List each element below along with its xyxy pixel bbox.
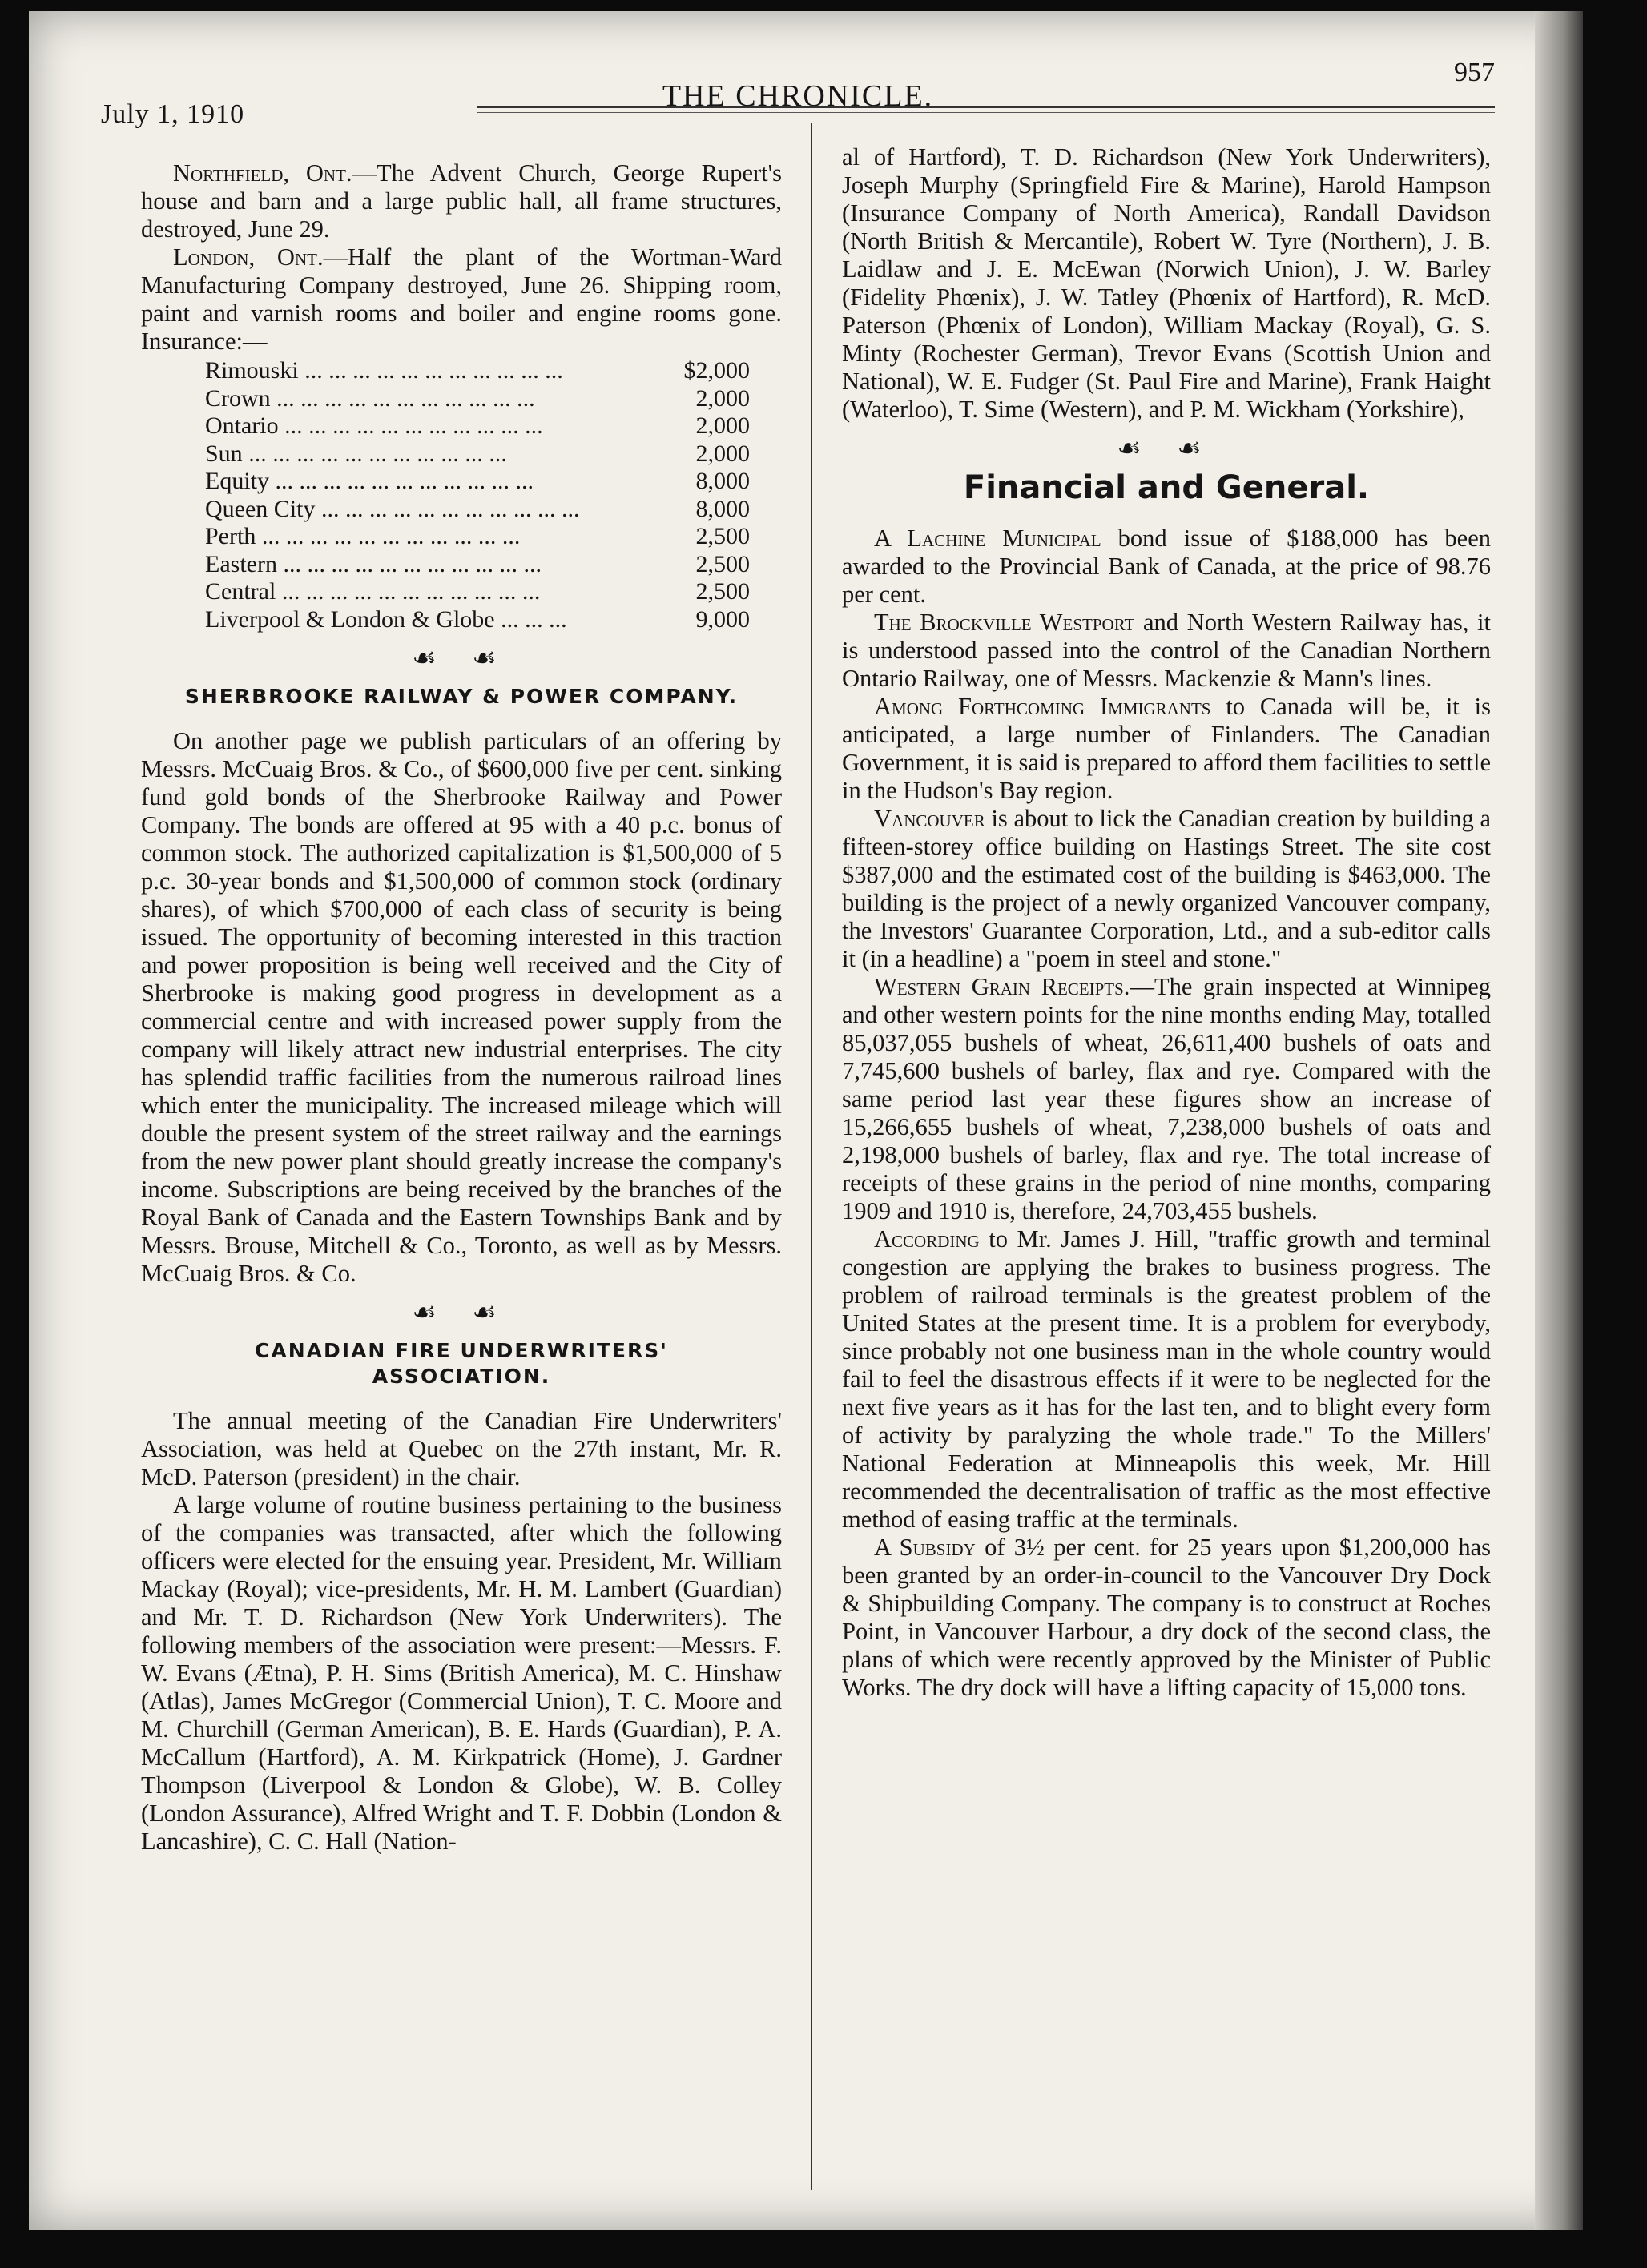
news-item-text: —The grain inspected at Winnipeg and other western points for the nine months ending May, totalled 85,037,055 bushels of wheat, 26,611,400 bushels of oats and 7,745,600 bushels of barley, flax and rye. Compared with the same period last year these figures show an increase of 15,266,655 bushels of wheat, 7,238,000 bushels of oats and 2,198,000 bushels of barley, flax and rye. The total increase of receipts of these grains in the period of nine months, comparing 1909 and 1910 is, therefore, 24,703,455 bushels. bbox=[842, 973, 1491, 1224]
insurance-amount: 2,500 bbox=[695, 578, 750, 605]
insurance-amount: 2,000 bbox=[695, 384, 750, 412]
section-ornament: ☙ ☙ bbox=[412, 1298, 511, 1328]
insurance-amount: 2,000 bbox=[695, 440, 750, 467]
insurance-company: Equity bbox=[205, 468, 269, 494]
news-item bbox=[842, 1225, 1491, 1534]
northfield-text: —The Advent Church, George Rupert's house and barn and a large public hall, all frame structures, destroyed, June 29. bbox=[141, 159, 782, 243]
insurance-company: Ontario bbox=[205, 412, 279, 439]
insurance-row: Equity ... ... ... ... ... ... ... ... ... ... ... 8,000 bbox=[205, 468, 750, 494]
cfua-heading-line-1: CANADIAN FIRE UNDERWRITERS' bbox=[255, 1339, 668, 1362]
page-header bbox=[101, 58, 1495, 129]
issue-date: July 1, 1910 bbox=[101, 99, 245, 129]
northfield-lead: Northfield, Ont. bbox=[173, 159, 352, 187]
news-item-text: bond issue of $188,000 has been awarded to the Provincial Bank of Canada, at the price of 98.76 per cent. bbox=[842, 525, 1491, 608]
financial-general-heading: Financial and General. bbox=[963, 469, 1370, 506]
insurance-table bbox=[205, 357, 750, 633]
column-divider bbox=[811, 123, 812, 2190]
insurance-amount: 2,500 bbox=[695, 550, 750, 577]
publication-title: THE CHRONICLE. bbox=[662, 79, 934, 113]
london-lead: London, Ont. bbox=[173, 243, 324, 271]
header-rule bbox=[477, 106, 1495, 108]
insurance-amount: $2,000 bbox=[683, 357, 750, 384]
insurance-row: Perth ... ... ... ... ... ... ... ... ... ... ... 2,500 bbox=[205, 523, 750, 549]
london-paragraph bbox=[141, 243, 782, 356]
news-item bbox=[842, 693, 1491, 805]
news-item-lead: A Subsidy bbox=[874, 1534, 976, 1561]
page-number: 957 bbox=[1454, 58, 1495, 87]
news-item-lead: Vancouver bbox=[874, 805, 985, 832]
insurance-company: Rimouski bbox=[205, 357, 299, 384]
insurance-company: Perth bbox=[205, 523, 256, 549]
news-item bbox=[842, 805, 1491, 973]
cfua-heading bbox=[141, 1338, 782, 1389]
insurance-row: Eastern ... ... ... ... ... ... ... ... ... ... ... 2,500 bbox=[205, 550, 750, 577]
news-item-text: to Mr. James J. Hill, "traffic growth and terminal congestion are applying the brakes to business progress. The problem of railroad terminals is the greatest problem of the United States at the present time. It is a problem for everybody, since probably not one business man in the whole country would fail to feel the disastrous effects if it were to be neglected for the next five years as it has for the last ten, and to blight every form of activity by paralyzing the whole trade." To the Millers' National Federation at Minneapolis this week, Mr. Hill recommended the decentralisation of traffic as the most effective method of easing traffic at the terminals. bbox=[842, 1225, 1491, 1533]
insurance-row: Ontario ... ... ... ... ... ... ... ... ... ... ... 2,000 bbox=[205, 412, 750, 439]
news-item-text: and North Western Railway has, it is understood passed into the control of the Canadian Northern Ontario Railway, one of Messrs. Mackenzie & Mann's lines. bbox=[842, 609, 1492, 692]
insurance-row: Queen City ... ... ... ... ... ... ... ... ... ... ... 8,000 bbox=[205, 495, 750, 522]
news-item bbox=[842, 1534, 1491, 1702]
section-ornament: ☙ ☙ bbox=[1117, 434, 1216, 464]
sherbrooke-heading: SHERBROOKE RAILWAY & POWER COMPANY. bbox=[184, 685, 739, 708]
left-column bbox=[141, 159, 782, 1856]
news-item-text: is about to lick the Canadian creation by building a fifteen-storey office building on Hastings Street. The site cost $387,000 and the estimated cost of the building is $463,000. The building is the project of a newly organized Vancouver company, the Investors' Guarantee Corporation, Ltd., and a sub-editor calls it (in a headline) a "poem in steel and stone." bbox=[842, 805, 1491, 972]
cfua-paragraph-1: The annual meeting of the Canadian Fire Underwriters' Association, was held at Quebec on the 27th instant, Mr. R. McD. Paterson (president) in the chair. bbox=[141, 1407, 782, 1490]
northfield-paragraph bbox=[141, 159, 782, 243]
insurance-company: Liverpool & London & Globe bbox=[205, 605, 495, 633]
insurance-amount: 2,000 bbox=[695, 412, 750, 439]
section-ornament: ☙ ☙ bbox=[412, 644, 511, 674]
insurance-row: Liverpool & London & Globe ... ... ... 9,000 bbox=[205, 605, 750, 633]
insurance-company: Central bbox=[205, 578, 276, 605]
newspaper-page bbox=[29, 11, 1583, 2230]
news-item-lead: Among Forthcoming Immigrants bbox=[874, 693, 1211, 720]
right-column bbox=[842, 143, 1491, 1702]
insurance-amount: 8,000 bbox=[695, 468, 750, 494]
news-item-text: to Canada will be, it is anticipated, a large number of Finlanders. The Canadian Government, it is said is prepared to afford them facilities to settle in the Hudson's Bay region. bbox=[842, 693, 1491, 804]
news-item-lead: Western Grain Receipts. bbox=[874, 973, 1130, 1000]
insurance-amount: 8,000 bbox=[695, 495, 750, 522]
news-item bbox=[842, 973, 1491, 1225]
news-item-text: of 3½ per cent. for 25 years upon $1,200,000 has been granted by an order-in-council to the Vancouver Dry Dock & Shipbuilding Company. The company is to construct at Roches Point, in Vancouver Harbour, a dry dock of the second class, the plans of which were recently approved by the Minister of Public Works. The dry dock will have a lifting capacity of 15,000 tons. bbox=[842, 1534, 1491, 1701]
insurance-row: Central ... ... ... ... ... ... ... ... ... ... ... 2,500 bbox=[205, 578, 750, 605]
news-item-lead: According bbox=[874, 1225, 980, 1253]
news-item-lead: A Lachine Municipal bbox=[874, 525, 1101, 552]
cfua-continued-paragraph: al of Hartford), T. D. Richardson (New York Underwriters), Joseph Murphy (Springfield Fire & Marine), Harold Hampson (Insurance Company of North America), Randall Davidson (North British & Mercantile), Robert W. Tyre (Northern), J. B. Laidlaw and J. E. McEwan (Norwich Union), J. W. Barley (Fidelity Phœnix), J. W. Tatley (Phœnix of Hartford), R. McD. Paterson (Phœnix of London), William Mackay (Royal), G. S. Minty (Rochester German), Trevor Evans (Scottish Union and National), W. E. Fudger (St. Paul Fire and Marine), Frank Haight (Waterloo), T. Sime (Western), and P. M. Wickham (Yorkshire), bbox=[842, 143, 1491, 423]
insurance-row: Crown ... ... ... ... ... ... ... ... ... ... ... 2,000 bbox=[205, 384, 750, 412]
insurance-amount: 9,000 bbox=[695, 605, 750, 633]
insurance-company: Crown bbox=[205, 384, 271, 412]
insurance-company: Eastern bbox=[205, 550, 277, 577]
news-item-lead: The Brockville Westport bbox=[874, 609, 1135, 636]
insurance-company: Queen City bbox=[205, 495, 316, 522]
insurance-company: Sun bbox=[205, 440, 243, 467]
cfua-paragraph-2: A large volume of routine business pertaining to the business of the companies was transacted, after which the following officers were elected for the ensuing year. President, Mr. William Mackay (Royal); vice-presidents, Mr. H. M. Lambert (Guardian) and Mr. T. D. Richardson (New York Underwriters). The following members of the association were present:—Messrs. F. W. Evans (Ætna), P. H. Sims (British America), M. C. Hinshaw (Atlas), James McGregor (Commercial Union), T. C. Moore and M. Churchill (German American), B. E. Hards (Guardian), P. A. McCallum (Hartford), A. M. Kirkpatrick (Home), J. Gardner Thompson (Liverpool & London & Globe), W. B. Colley (London Assurance), Alfred Wright and T. F. Dobbin (London & Lancashire), C. C. Hall (Nation- bbox=[141, 1491, 782, 1855]
insurance-amount: 2,500 bbox=[695, 523, 750, 549]
header-rule-thin bbox=[477, 112, 1495, 113]
page-binding bbox=[1535, 11, 1583, 2230]
cfua-heading-line-2: ASSOCIATION. bbox=[372, 1365, 551, 1388]
insurance-row: Rimouski ... ... ... ... ... ... ... ... ... ... ... $2,000 bbox=[205, 357, 750, 384]
sherbrooke-paragraph: On another page we publish particulars of an offering by Messrs. McCuaig Bros. & Co., of $600,000 five per cent. sinking fund gold bonds of the Sherbrooke Railway and Power Company. The bonds are offered at 95 with a 40 p.c. bonus of common stock. The authorized capitalization is $1,500,000 of 5 p.c. 30-year bonds and $1,500,000 of common stock (ordinary shares), of which $700,000 of each class of security is being issued. The opportunity of becoming interested in this traction and power proposition is being well received and the City of Sherbrooke is making good progress in development as a commercial centre and with increased power supply from the company will likely attract new industrial enterprises. The city has splendid traffic facilities from the numerous railroad lines which enter the municipality. The increased mileage which will double the present system of the street railway and the earnings from the new power plant should greatly increase the company's income. Subscriptions are being received by the branches of the Royal Bank of Canada and the Eastern Townships Bank and by Messrs. Brouse, Mitchell & Co., Toronto, as well as by Messrs. McCuaig Bros. & Co. bbox=[141, 727, 782, 1287]
news-item bbox=[842, 609, 1491, 693]
london-text: —Half the plant of the Wortman-Ward Manufacturing Company destroyed, June 26. Shipping room, paint and varnish rooms and boiler and engine rooms gone. Insurance:— bbox=[141, 243, 782, 355]
news-item bbox=[842, 525, 1491, 609]
insurance-row: Sun ... ... ... ... ... ... ... ... ... ... ... 2,000 bbox=[205, 440, 750, 467]
